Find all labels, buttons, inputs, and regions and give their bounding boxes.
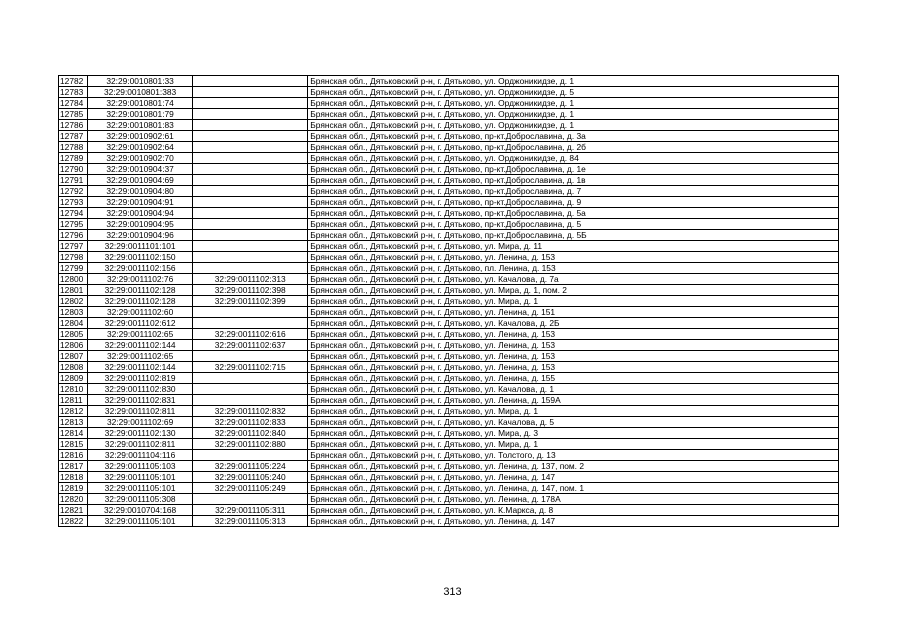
linked-cadastral-number-cell <box>193 494 308 505</box>
address-cell: Брянская обл., Дятьковский р-н, г. Дятьково, ул. Качалова, д. 2Б <box>308 318 839 329</box>
cadastral-number-cell: 32:29:0010902:61 <box>88 131 193 142</box>
address-cell: Брянская обл., Дятьковский р-н, г. Дятьково, ул. Ленина, д. 159А <box>308 395 839 406</box>
linked-cadastral-number-cell: 32:29:0011105:249 <box>193 483 308 494</box>
cadastral-number-cell: 32:29:0010801:83 <box>88 120 193 131</box>
linked-cadastral-number-cell <box>193 252 308 263</box>
address-cell: Брянская обл., Дятьковский р-н, г. Дятьково, ул. К.Маркса, д. 8 <box>308 505 839 516</box>
cadastral-number-cell: 32:29:0011102:69 <box>88 417 193 428</box>
row-number-cell: 12805 <box>59 329 88 340</box>
table-row <box>59 296 839 307</box>
row-number-cell: 12786 <box>59 120 88 131</box>
linked-cadastral-number-cell: 32:29:0011105:313 <box>193 516 308 527</box>
table-row <box>59 274 839 285</box>
table-row <box>59 439 839 450</box>
cadastral-number-cell: 32:29:0010904:94 <box>88 208 193 219</box>
table-row <box>59 76 839 87</box>
linked-cadastral-number-cell: 32:29:0011102:637 <box>193 340 308 351</box>
address-cell: Брянская обл., Дятьковский р-н, г. Дятьково, ул. Ленина, д. 153 <box>308 362 839 373</box>
cadastral-number-cell: 32:29:0010704:168 <box>88 505 193 516</box>
address-cell: Брянская обл., Дятьковский р-н, г. Дятьково, ул. Орджоникидзе, д. 1 <box>308 120 839 131</box>
table-row <box>59 428 839 439</box>
linked-cadastral-number-cell <box>193 87 308 98</box>
table-row <box>59 483 839 494</box>
address-cell: Брянская обл., Дятьковский р-н, г. Дятьково, ул. Ленина, д. 151 <box>308 307 839 318</box>
linked-cadastral-number-cell <box>193 230 308 241</box>
linked-cadastral-number-cell <box>193 395 308 406</box>
linked-cadastral-number-cell <box>193 219 308 230</box>
cadastral-number-cell: 32:29:0011105:101 <box>88 516 193 527</box>
row-number-cell: 12782 <box>59 76 88 87</box>
cadastral-number-cell: 32:29:0011102:76 <box>88 274 193 285</box>
row-number-cell: 12789 <box>59 153 88 164</box>
row-number-cell: 12794 <box>59 208 88 219</box>
row-number-cell: 12795 <box>59 219 88 230</box>
row-number-cell: 12817 <box>59 461 88 472</box>
address-cell: Брянская обл., Дятьковский р-н, г. Дятьково, ул. Мира, д. 1 <box>308 406 839 417</box>
linked-cadastral-number-cell: 32:29:0011105:311 <box>193 505 308 516</box>
address-cell: Брянская обл., Дятьковский р-н, г. Дятьково, ул. Ленина, д. 178А <box>308 494 839 505</box>
linked-cadastral-number-cell <box>193 131 308 142</box>
cadastral-number-cell: 32:29:0010904:80 <box>88 186 193 197</box>
address-cell: Брянская обл., Дятьковский р-н, г. Дятьково, пр-кт.Доброславина, д. 9 <box>308 197 839 208</box>
cadastral-number-cell: 32:29:0010801:33 <box>88 76 193 87</box>
registry-table-body <box>59 76 839 527</box>
linked-cadastral-number-cell <box>193 263 308 274</box>
linked-cadastral-number-cell <box>193 186 308 197</box>
table-row <box>59 373 839 384</box>
address-cell: Брянская обл., Дятьковский р-н, г. Дятьково, ул. Орджоникидзе, д. 1 <box>308 109 839 120</box>
row-number-cell: 12801 <box>59 285 88 296</box>
cadastral-number-cell: 32:29:0010801:74 <box>88 98 193 109</box>
table-row <box>59 98 839 109</box>
cadastral-number-cell: 32:29:0011102:830 <box>88 384 193 395</box>
cadastral-number-cell: 32:29:0011102:144 <box>88 340 193 351</box>
address-cell: Брянская обл., Дятьковский р-н, г. Дятьково, ул. Мира, д. 1 <box>308 296 839 307</box>
cadastral-number-cell: 32:29:0011102:156 <box>88 263 193 274</box>
address-cell: Брянская обл., Дятьковский р-н, г. Дятьково, ул. Орджоникидзе, д. 1 <box>308 98 839 109</box>
cadastral-number-cell: 32:29:0011102:150 <box>88 252 193 263</box>
table-row <box>59 472 839 483</box>
linked-cadastral-number-cell: 32:29:0011102:832 <box>193 406 308 417</box>
cadastral-number-cell: 32:29:0011102:65 <box>88 351 193 362</box>
table-row <box>59 406 839 417</box>
address-cell: Брянская обл., Дятьковский р-н, г. Дятьково, ул. Качалова, д. 1 <box>308 384 839 395</box>
table-row <box>59 142 839 153</box>
linked-cadastral-number-cell <box>193 98 308 109</box>
registry-table <box>58 75 839 527</box>
table-row <box>59 120 839 131</box>
row-number-cell: 12821 <box>59 505 88 516</box>
table-row <box>59 208 839 219</box>
address-cell: Брянская обл., Дятьковский р-н, г. Дятьково, пр-кт.Доброславина, д. 7 <box>308 186 839 197</box>
row-number-cell: 12790 <box>59 164 88 175</box>
cadastral-number-cell: 32:29:0011105:308 <box>88 494 193 505</box>
cadastral-number-cell: 32:29:0011105:101 <box>88 483 193 494</box>
address-cell: Брянская обл., Дятьковский р-н, г. Дятьково, ул. Ленина, д. 147 <box>308 472 839 483</box>
cadastral-number-cell: 32:29:0010904:91 <box>88 197 193 208</box>
cadastral-number-cell: 32:29:0011102:811 <box>88 439 193 450</box>
address-cell: Брянская обл., Дятьковский р-н, г. Дятьково, пр-кт.Доброславина, д. 5 <box>308 219 839 230</box>
cadastral-number-cell: 32:29:0010902:70 <box>88 153 193 164</box>
cadastral-number-cell: 32:29:0010904:96 <box>88 230 193 241</box>
linked-cadastral-number-cell <box>193 142 308 153</box>
linked-cadastral-number-cell <box>193 120 308 131</box>
row-number-cell: 12815 <box>59 439 88 450</box>
cadastral-number-cell: 32:29:0011102:811 <box>88 406 193 417</box>
linked-cadastral-number-cell: 32:29:0011102:313 <box>193 274 308 285</box>
address-cell: Брянская обл., Дятьковский р-н, г. Дятьково, пр-кт.Доброславина, д. 3а <box>308 131 839 142</box>
cadastral-number-cell: 32:29:0011104:116 <box>88 450 193 461</box>
table-row <box>59 307 839 318</box>
address-cell: Брянская обл., Дятьковский р-н, г. Дятьково, ул. Ленина, д. 153 <box>308 351 839 362</box>
table-row <box>59 87 839 98</box>
table-row <box>59 362 839 373</box>
address-cell: Брянская обл., Дятьковский р-н, г. Дятьково, ул. Толстого, д. 13 <box>308 450 839 461</box>
address-cell: Брянская обл., Дятьковский р-н, г. Дятьково, ул. Мира, д. 1, пом. 2 <box>308 285 839 296</box>
row-number-cell: 12798 <box>59 252 88 263</box>
row-number-cell: 12809 <box>59 373 88 384</box>
linked-cadastral-number-cell <box>193 318 308 329</box>
cadastral-number-cell: 32:29:0011101:101 <box>88 241 193 252</box>
address-cell: Брянская обл., Дятьковский р-н, г. Дятьково, ул. Качалова, д. 7а <box>308 274 839 285</box>
table-row <box>59 329 839 340</box>
address-cell: Брянская обл., Дятьковский р-н, г. Дятьково, ул. Качалова, д. 5 <box>308 417 839 428</box>
linked-cadastral-number-cell <box>193 307 308 318</box>
row-number-cell: 12796 <box>59 230 88 241</box>
address-cell: Брянская обл., Дятьковский р-н, г. Дятьково, ул. Орджоникидзе, д. 84 <box>308 153 839 164</box>
row-number-cell: 12793 <box>59 197 88 208</box>
linked-cadastral-number-cell: 32:29:0011102:880 <box>193 439 308 450</box>
cadastral-number-cell: 32:29:0011102:128 <box>88 296 193 307</box>
row-number-cell: 12792 <box>59 186 88 197</box>
row-number-cell: 12804 <box>59 318 88 329</box>
linked-cadastral-number-cell: 32:29:0011102:833 <box>193 417 308 428</box>
row-number-cell: 12784 <box>59 98 88 109</box>
row-number-cell: 12822 <box>59 516 88 527</box>
table-row <box>59 219 839 230</box>
address-cell: Брянская обл., Дятьковский р-н, г. Дятьково, пл. Ленина, д. 153 <box>308 263 839 274</box>
cadastral-number-cell: 32:29:0010902:64 <box>88 142 193 153</box>
linked-cadastral-number-cell <box>193 351 308 362</box>
table-row <box>59 494 839 505</box>
cadastral-number-cell: 32:29:0011102:144 <box>88 362 193 373</box>
row-number-cell: 12808 <box>59 362 88 373</box>
table-row <box>59 186 839 197</box>
address-cell: Брянская обл., Дятьковский р-н, г. Дятьково, ул. Ленина, д. 153 <box>308 340 839 351</box>
linked-cadastral-number-cell <box>193 153 308 164</box>
linked-cadastral-number-cell: 32:29:0011105:224 <box>193 461 308 472</box>
linked-cadastral-number-cell <box>193 76 308 87</box>
row-number-cell: 12800 <box>59 274 88 285</box>
linked-cadastral-number-cell: 32:29:0011102:616 <box>193 329 308 340</box>
row-number-cell: 12787 <box>59 131 88 142</box>
row-number-cell: 12820 <box>59 494 88 505</box>
table-row <box>59 197 839 208</box>
row-number-cell: 12788 <box>59 142 88 153</box>
address-cell: Брянская обл., Дятьковский р-н, г. Дятьково, ул. Ленина, д. 153 <box>308 252 839 263</box>
row-number-cell: 12812 <box>59 406 88 417</box>
table-row <box>59 131 839 142</box>
address-cell: Брянская обл., Дятьковский р-н, г. Дятьково, ул. Ленина, д. 155 <box>308 373 839 384</box>
row-number-cell: 12802 <box>59 296 88 307</box>
linked-cadastral-number-cell: 32:29:0011105:240 <box>193 472 308 483</box>
table-row <box>59 285 839 296</box>
linked-cadastral-number-cell <box>193 384 308 395</box>
address-cell: Брянская обл., Дятьковский р-н, г. Дятьково, пр-кт.Доброславина, д. 2б <box>308 142 839 153</box>
linked-cadastral-number-cell <box>193 197 308 208</box>
table-row <box>59 340 839 351</box>
address-cell: Брянская обл., Дятьковский р-н, г. Дятьково, пр-кт.Доброславина, д. 1в <box>308 175 839 186</box>
address-cell: Брянская обл., Дятьковский р-н, г. Дятьково, пр-кт.Доброславина, д. 5Б <box>308 230 839 241</box>
table-row <box>59 164 839 175</box>
cadastral-number-cell: 32:29:0011102:130 <box>88 428 193 439</box>
cadastral-number-cell: 32:29:0011102:612 <box>88 318 193 329</box>
cadastral-number-cell: 32:29:0011102:128 <box>88 285 193 296</box>
linked-cadastral-number-cell <box>193 450 308 461</box>
row-number-cell: 12797 <box>59 241 88 252</box>
cadastral-number-cell: 32:29:0011102:819 <box>88 373 193 384</box>
row-number-cell: 12785 <box>59 109 88 120</box>
linked-cadastral-number-cell: 32:29:0011102:398 <box>193 285 308 296</box>
linked-cadastral-number-cell <box>193 175 308 186</box>
address-cell: Брянская обл., Дятьковский р-н, г. Дятьково, ул. Ленина, д. 137, пом. 2 <box>308 461 839 472</box>
address-cell: Брянская обл., Дятьковский р-н, г. Дятьково, ул. Орджоникидзе, д. 5 <box>308 87 839 98</box>
linked-cadastral-number-cell <box>193 208 308 219</box>
row-number-cell: 12806 <box>59 340 88 351</box>
table-row <box>59 252 839 263</box>
table-row <box>59 384 839 395</box>
table-row <box>59 241 839 252</box>
address-cell: Брянская обл., Дятьковский р-н, г. Дятьково, пр-кт.Доброславина, д. 5а <box>308 208 839 219</box>
row-number-cell: 12799 <box>59 263 88 274</box>
table-row <box>59 263 839 274</box>
linked-cadastral-number-cell <box>193 164 308 175</box>
table-row <box>59 351 839 362</box>
cadastral-number-cell: 32:29:0010904:69 <box>88 175 193 186</box>
cadastral-number-cell: 32:29:0011102:65 <box>88 329 193 340</box>
table-row <box>59 516 839 527</box>
table-row <box>59 109 839 120</box>
table-row <box>59 395 839 406</box>
linked-cadastral-number-cell: 32:29:0011102:715 <box>193 362 308 373</box>
table-row <box>59 417 839 428</box>
address-cell: Брянская обл., Дятьковский р-н, г. Дятьково, пр-кт.Доброславина, д. 1е <box>308 164 839 175</box>
cadastral-number-cell: 32:29:0011105:101 <box>88 472 193 483</box>
cadastral-number-cell: 32:29:0010801:383 <box>88 87 193 98</box>
address-cell: Брянская обл., Дятьковский р-н, г. Дятьково, ул. Мира, д. 3 <box>308 428 839 439</box>
address-cell: Брянская обл., Дятьковский р-н, г. Дятьково, ул. Ленина, д. 153 <box>308 329 839 340</box>
linked-cadastral-number-cell <box>193 109 308 120</box>
address-cell: Брянская обл., Дятьковский р-н, г. Дятьково, ул. Ленина, д. 147, пом. 1 <box>308 483 839 494</box>
document-page <box>58 75 839 527</box>
row-number-cell: 12803 <box>59 307 88 318</box>
page-number: 313 <box>443 586 462 598</box>
cadastral-number-cell: 32:29:0010801:79 <box>88 109 193 120</box>
linked-cadastral-number-cell <box>193 241 308 252</box>
cadastral-number-cell: 32:29:0010904:37 <box>88 164 193 175</box>
row-number-cell: 12791 <box>59 175 88 186</box>
row-number-cell: 12811 <box>59 395 88 406</box>
row-number-cell: 12819 <box>59 483 88 494</box>
cadastral-number-cell: 32:29:0011102:831 <box>88 395 193 406</box>
linked-cadastral-number-cell: 32:29:0011102:399 <box>193 296 308 307</box>
address-cell: Брянская обл., Дятьковский р-н, г. Дятьково, ул. Орджоникидзе, д. 1 <box>308 76 839 87</box>
address-cell: Брянская обл., Дятьковский р-н, г. Дятьково, ул. Ленина, д. 147 <box>308 516 839 527</box>
linked-cadastral-number-cell <box>193 373 308 384</box>
table-row <box>59 461 839 472</box>
table-row <box>59 450 839 461</box>
row-number-cell: 12807 <box>59 351 88 362</box>
table-row <box>59 153 839 164</box>
cadastral-number-cell: 32:29:0011105:103 <box>88 461 193 472</box>
address-cell: Брянская обл., Дятьковский р-н, г. Дятьково, ул. Мира, д. 11 <box>308 241 839 252</box>
table-row <box>59 318 839 329</box>
table-row <box>59 175 839 186</box>
linked-cadastral-number-cell: 32:29:0011102:840 <box>193 428 308 439</box>
cadastral-number-cell: 32:29:0010904:95 <box>88 219 193 230</box>
row-number-cell: 12814 <box>59 428 88 439</box>
row-number-cell: 12783 <box>59 87 88 98</box>
row-number-cell: 12818 <box>59 472 88 483</box>
address-cell: Брянская обл., Дятьковский р-н, г. Дятьково, ул. Мира, д. 1 <box>308 439 839 450</box>
row-number-cell: 12810 <box>59 384 88 395</box>
table-row <box>59 505 839 516</box>
table-row <box>59 230 839 241</box>
row-number-cell: 12816 <box>59 450 88 461</box>
row-number-cell: 12813 <box>59 417 88 428</box>
cadastral-number-cell: 32:29:0011102:60 <box>88 307 193 318</box>
